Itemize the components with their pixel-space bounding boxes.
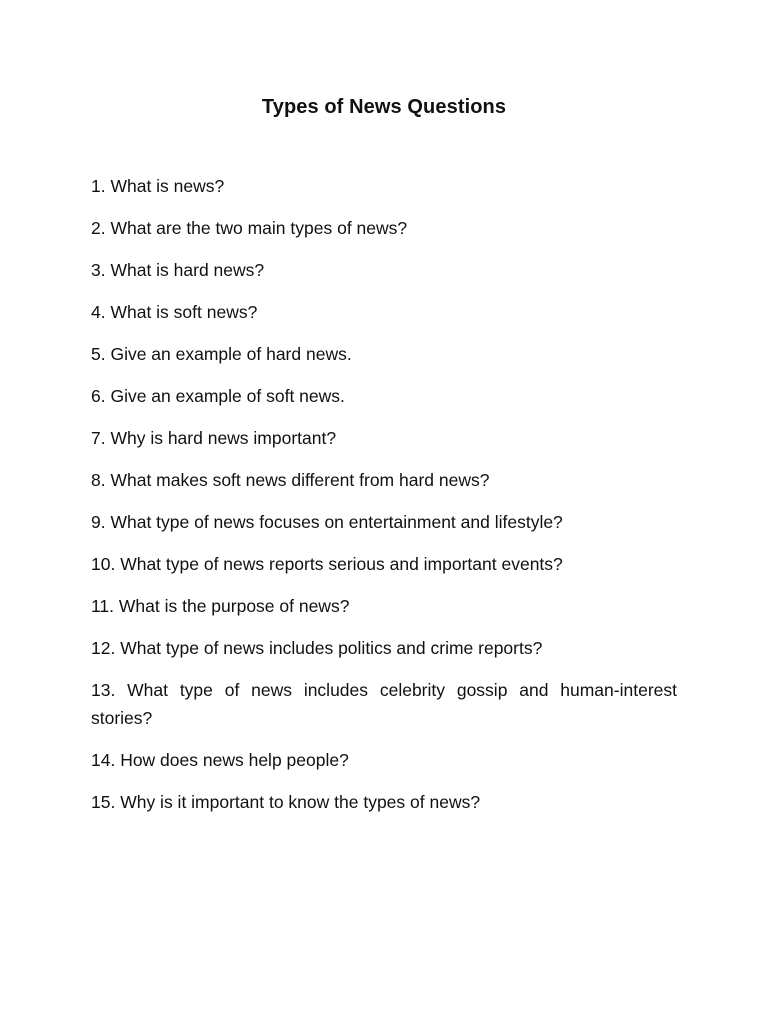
question-list <box>91 172 677 830</box>
question-item-12: 12. What type of news includes politics and crime reports? <box>91 638 543 658</box>
question-item-15: 15. Why is it important to know the types of news? <box>91 792 481 812</box>
question-item-3: 3. What is hard news? <box>91 260 265 280</box>
question-item-14: 14. How does news help people? <box>91 750 349 770</box>
question-item-5: 5. Give an example of hard news. <box>91 344 352 364</box>
question-item-4: 4. What is soft news? <box>91 302 258 322</box>
question-item-11: 11. What is the purpose of news? <box>91 596 350 616</box>
question-item-7: 7. Why is hard news important? <box>91 428 337 448</box>
question-item-8: 8. What makes soft news different from hard news? <box>91 470 490 490</box>
question-item-2: 2. What are the two main types of news? <box>91 218 408 238</box>
question-item-13: 13. What type of news includes celebrity gossip and human-interest stories? <box>91 680 677 728</box>
page-title: Types of News Questions <box>261 96 507 118</box>
question-item-10: 10. What type of news reports serious and important events? <box>91 554 563 574</box>
question-item-6: 6. Give an example of soft news. <box>91 386 345 406</box>
question-item-9: 9. What type of news focuses on entertainment and lifestyle? <box>91 512 563 532</box>
question-item-1: 1. What is news? <box>91 176 225 196</box>
